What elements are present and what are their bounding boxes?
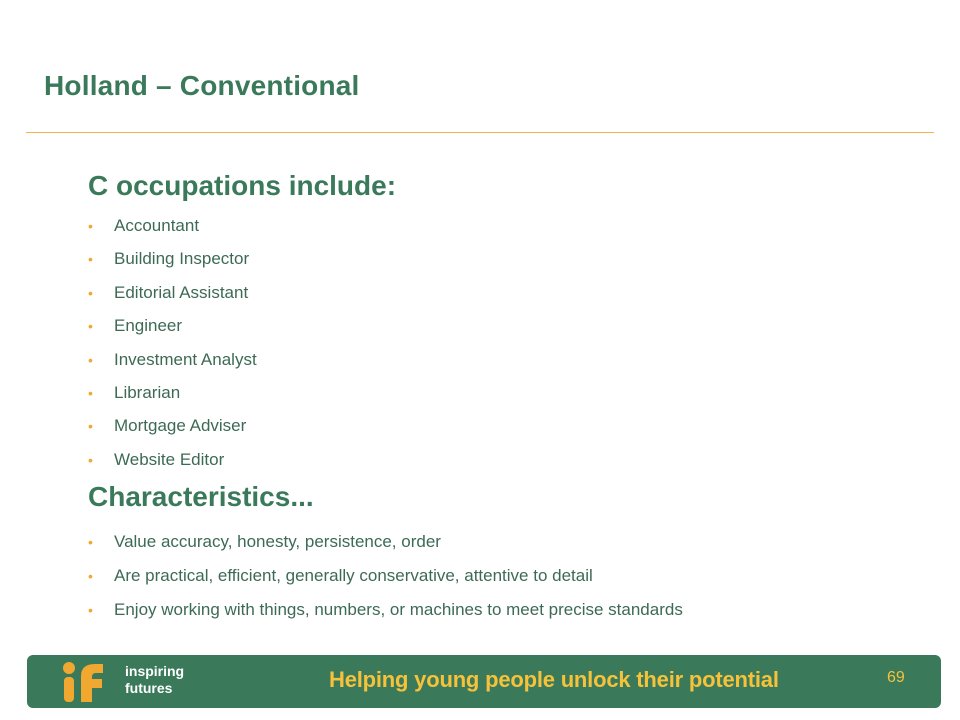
list-item: • Are practical, efficient, generally conservative, attentive to detail (88, 566, 593, 585)
footer-banner (27, 655, 941, 708)
bullet-icon: • (88, 418, 93, 435)
list-item: • Value accuracy, honesty, persistence, order (88, 532, 441, 551)
list-item: • Investment Analyst (88, 349, 257, 369)
bullet-icon: • (88, 534, 93, 550)
bullet-icon: • (88, 318, 93, 335)
characteristics-list (88, 532, 683, 634)
characteristics-heading: Characteristics... (88, 481, 314, 512)
list-item: • Librarian (88, 382, 181, 402)
logo-wordmark: inspiring futures (125, 663, 185, 696)
bullet-icon: • (88, 451, 93, 468)
page-number: 69 (887, 669, 905, 686)
list-item: • Engineer (88, 316, 183, 336)
occupations-list (88, 216, 257, 483)
list-item: • Accountant (88, 216, 200, 235)
bullet-icon: • (88, 602, 93, 618)
footer-tagline: Helping young people unlock their potential (329, 667, 779, 692)
slide-title: Holland – Conventional (44, 70, 360, 101)
list-item: • Enjoy working with things, numbers, or machines to meet precise standards (88, 600, 683, 619)
bullet-icon: • (88, 284, 93, 301)
list-item: • Mortgage Adviser (88, 416, 247, 436)
list-item: • Website Editor (88, 449, 225, 469)
occupations-heading: C occupations include: (88, 170, 397, 201)
bullet-icon: • (88, 568, 93, 584)
list-item: • Editorial Assistant (88, 282, 249, 302)
bullet-icon: • (88, 351, 93, 368)
bullet-icon: • (88, 218, 93, 234)
inspiring-futures-logo-icon (61, 660, 121, 704)
title-divider (26, 132, 934, 133)
bullet-icon: • (88, 251, 93, 268)
list-item: • Building Inspector (88, 249, 250, 269)
bullet-icon: • (88, 384, 93, 401)
